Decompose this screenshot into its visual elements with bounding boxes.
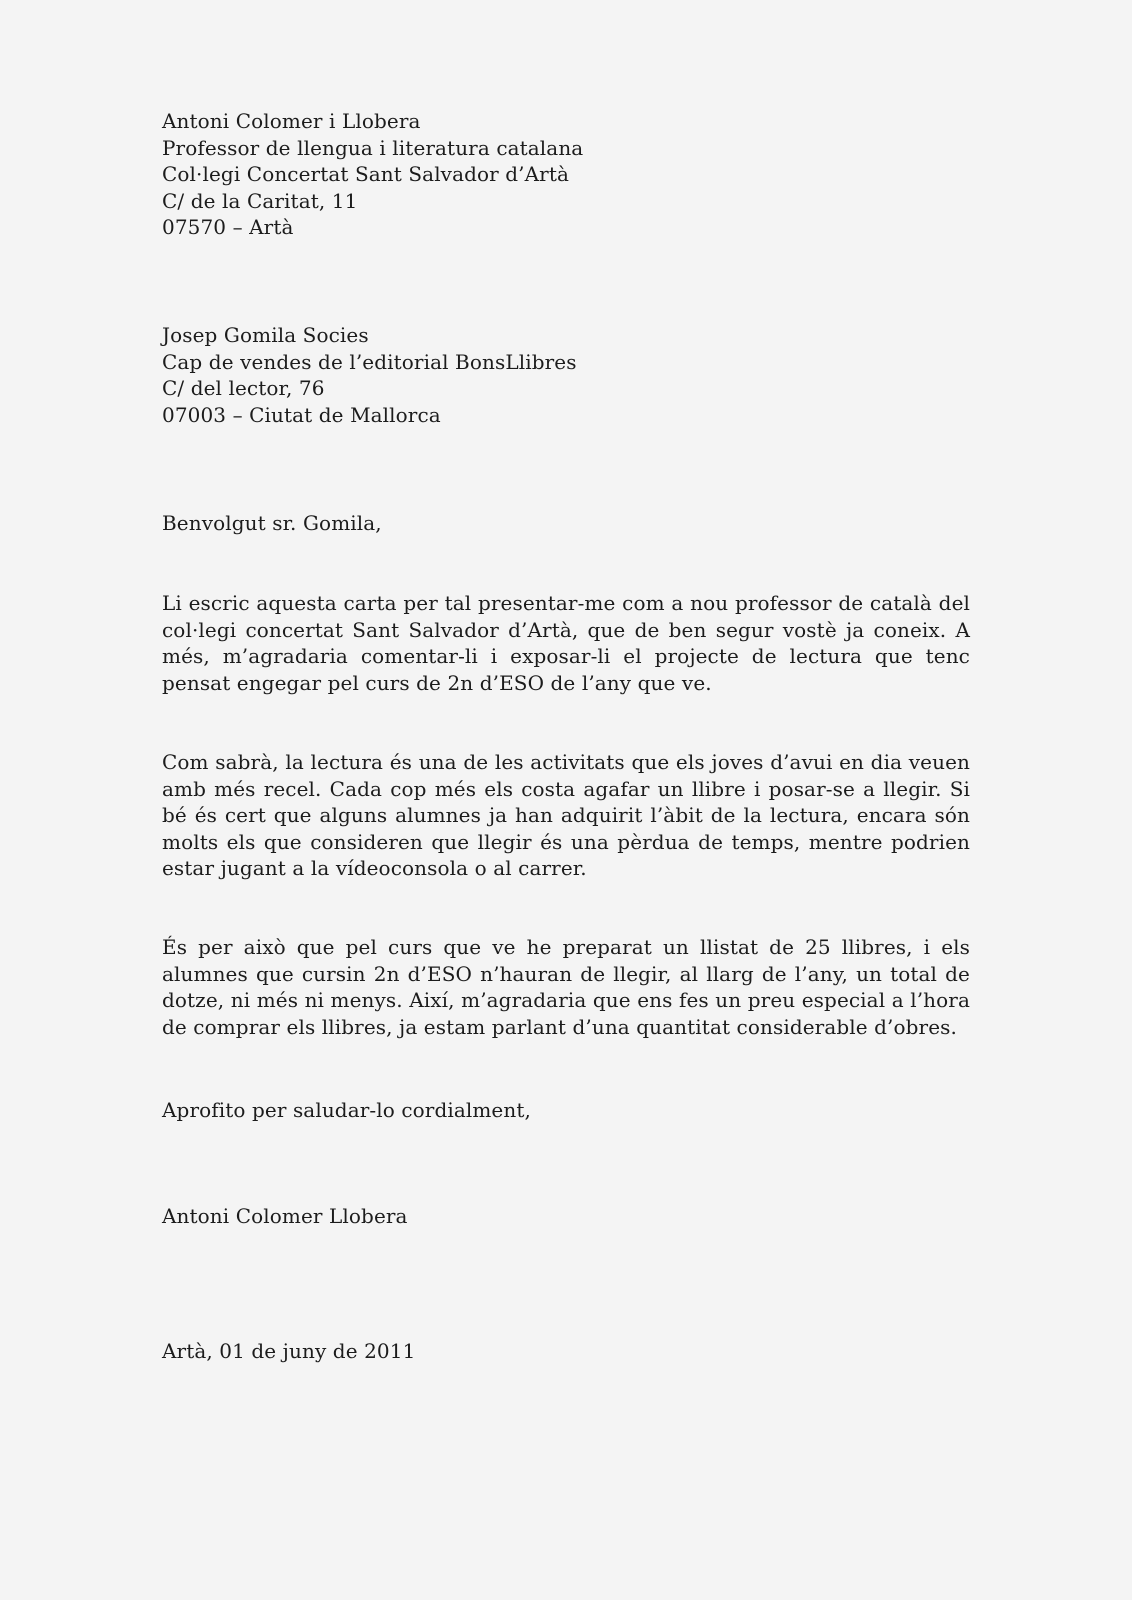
closing: Aprofito per saludar-lo cordialment,: [162, 1098, 531, 1122]
signature-name: Antoni Colomer Llobera: [162, 1204, 408, 1228]
sender-postal: 07570 – Artà: [162, 215, 294, 239]
letter-date: Artà, 01 de juny de 2011: [162, 1339, 416, 1363]
recipient-street: C/ del lector, 76: [162, 376, 325, 400]
sender-street: C/ de la Caritat, 11: [162, 188, 358, 213]
recipient-role: Cap de vendes de l’editorial BonsLlibres: [162, 349, 577, 374]
recipient-postal: 07003 – Ciutat de Mallorca: [162, 402, 441, 427]
greeting: Benvolgut sr. Gomila,: [162, 511, 382, 535]
recipient-name: Josep Gomila Socies: [162, 323, 369, 347]
sender-name: Antoni Colomer i Llobera: [162, 109, 421, 133]
body-paragraph-1: Li escric aquesta carta per tal presentar-me com a nou professor de català del col·legi concertat Sant Salvador d’Artà, que de ben segur vostè ja coneix. A més, m’agradaria comentar-li i exposar-li el projecte de lectura que tenc pensat engegar pel curs de 2n d’ESO de l’any que ve.: [162, 591, 970, 695]
sender-school: Col·legi Concertat Sant Salvador d’Artà: [162, 162, 569, 186]
sender-address-block: [162, 108, 970, 241]
body-paragraph-3: És per això que pel curs que ve he preparat un llistat de 25 llibres, i els alumnes que cursin 2n d’ESO n’hauran de llegir, al llarg de l’any, un total de dotze, ni més ni menys. Així, m’agradaria que ens fes un preu especial a l’hora de comprar els llibres, ja estam parlant d’una quantitat considerable d’obres.: [162, 935, 970, 1039]
sender-role: Professor de llengua i literatura catalana: [162, 135, 584, 160]
body-paragraph-2: Com sabrà, la lectura és una de les activitats que els joves d’avui en dia veuen amb més recel. Cada cop més els costa agafar un llibre i posar-se a llegir. Si bé és cert que alguns alumnes ja han adquirit l’àbit de la lectura, encara són molts els que consideren que llegir és una pèrdua de temps, mentre podrien estar jugant a la vídeoconsola o al carrer.: [162, 750, 970, 880]
recipient-address-block: [162, 322, 970, 428]
